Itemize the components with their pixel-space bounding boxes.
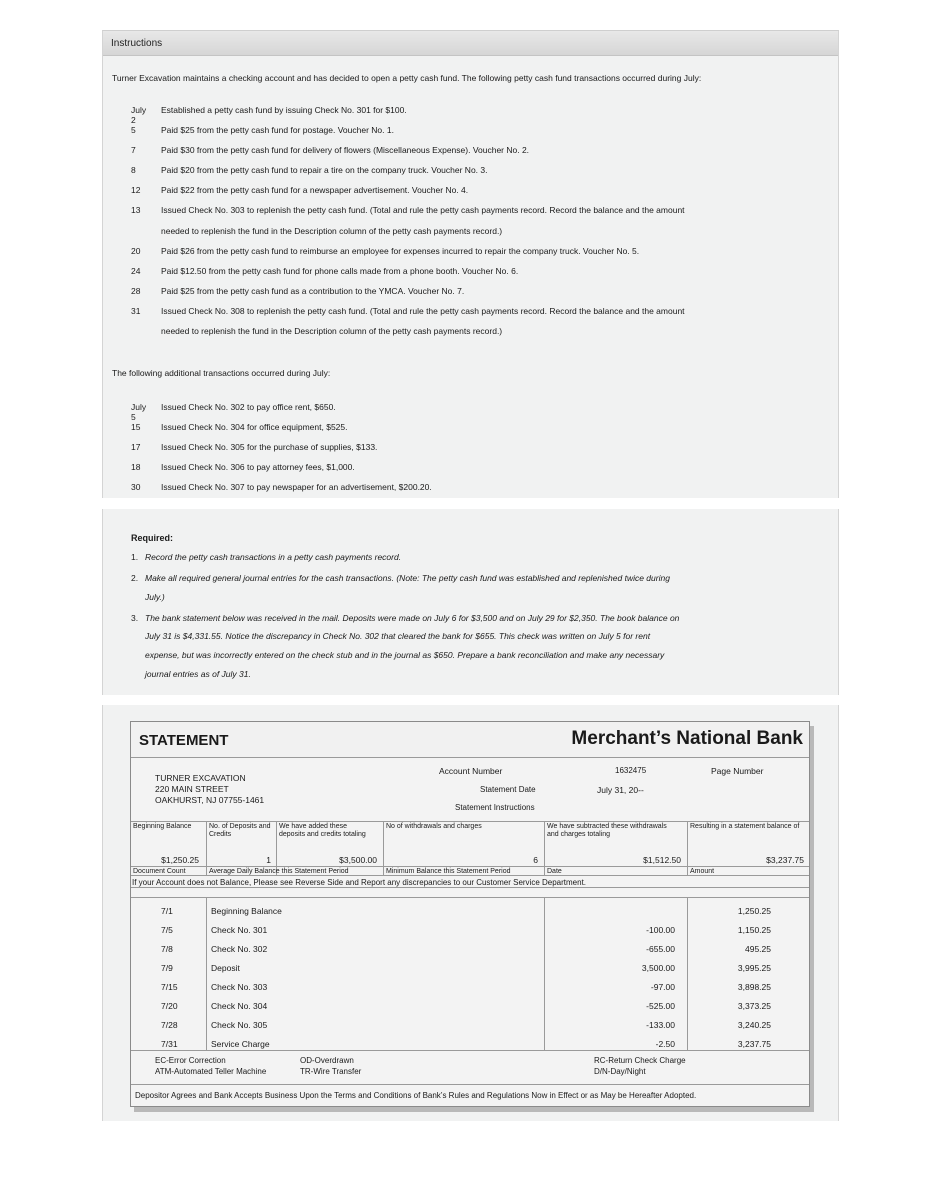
transaction-text: Issued Check No. 308 to replenish the petty cash fund. (Total and rule the petty cash payments record. Record the balance and the amount [161, 305, 685, 316]
table-row [131, 1039, 811, 1058]
document-count-label: Document Count [133, 868, 186, 875]
divider [276, 821, 277, 875]
transaction-text: Paid $25 from the petty cash fund as a contribution to the YMCA. Voucher No. 7. [161, 285, 465, 296]
divider [131, 887, 809, 888]
transaction-date: 20 [131, 245, 141, 256]
table-row [131, 944, 811, 963]
added-value: $3,500.00 [339, 855, 377, 865]
txn-date: 7/1 [161, 906, 173, 916]
resulting-label: Resulting in a statement balance of [690, 823, 800, 830]
divider [544, 821, 545, 875]
transaction-text: Paid $22 from the petty cash fund for a newspaper advertisement. Voucher No. 4. [161, 185, 469, 196]
item-text: Record the petty cash transactions in a petty cash payments record. [145, 552, 402, 562]
instructions-header: Instructions [103, 31, 838, 56]
required-item-3 [131, 613, 679, 623]
min-balance-label: Minimum Balance this Statement Period [386, 868, 511, 875]
num-withdrawals-label: No of withdrawals and charges [386, 823, 482, 830]
legend-dn: D/N-Day/Night [594, 1067, 646, 1076]
txn-balance: 495.25 [745, 944, 771, 954]
required-item-2 [131, 573, 670, 583]
page-number-label: Page Number [711, 766, 764, 776]
bank-name: Merchant’s National Bank [571, 728, 803, 749]
txn-amount: -100.00 [646, 925, 675, 935]
transaction-date: 28 [131, 285, 141, 296]
divider [206, 821, 207, 875]
legend-ec: EC-Error Correction [155, 1056, 226, 1065]
item-number: 2. [131, 573, 139, 583]
required-title: Required: [131, 533, 174, 543]
transaction-date: 5 [131, 125, 136, 136]
transaction-text: needed to replenish the fund in the Description column of the petty cash payments record.) [161, 225, 503, 236]
avg-daily-label: Average Daily Balance this Statement Period [209, 868, 349, 875]
txn-balance: 3,373.25 [737, 1001, 771, 1011]
table-row [131, 963, 811, 982]
statement-instructions-label: Statement Instructions [455, 803, 535, 812]
legend-atm: ATM-Automated Teller Machine [155, 1067, 267, 1076]
item-number: 3. [131, 613, 139, 623]
transaction-date: 17 [131, 442, 141, 453]
txn-amount: -525.00 [646, 1001, 675, 1011]
instructions-panel [102, 30, 839, 498]
item-text: The bank statement below was received in the mail. Deposits were made on July 6 for $3,500 and on July 29 for $2,350. The book balance on [145, 613, 680, 623]
additional-intro: The following additional transactions occurred during July: [112, 368, 331, 378]
transaction-date: 18 [131, 462, 141, 473]
transaction-text: Paid $20 from the petty cash fund to repair a tire on the company truck. Voucher No. 3. [161, 165, 488, 176]
transaction-text: needed to replenish the fund in the Description column of the petty cash payments record.) [161, 326, 503, 337]
txn-date: 7/15 [161, 982, 178, 992]
item-number: 1. [131, 552, 139, 562]
statement-title: STATEMENT [139, 732, 229, 749]
txn-balance: 3,995.25 [737, 963, 771, 973]
beginning-balance-label: Beginning Balance [133, 823, 192, 830]
transaction-date: 13 [131, 205, 141, 216]
bank-statement [130, 721, 810, 1107]
transaction-date: 12 [131, 185, 141, 196]
required-item-1 [131, 552, 401, 562]
divider [131, 866, 809, 867]
txn-desc: Check No. 303 [211, 982, 268, 992]
num-withdrawals-value: 6 [533, 855, 538, 865]
txn-desc: Check No. 305 [211, 1020, 268, 1030]
table-row [131, 906, 811, 925]
transaction-text: Paid $25 from the petty cash fund for postage. Voucher No. 1. [161, 125, 394, 136]
amount-label: Amount [690, 868, 715, 875]
transaction-text: Paid $26 from the petty cash fund to reimburse an employee for expenses incurred to repair the company truck. Voucher No. 5. [161, 245, 640, 256]
transaction-date: July 5 [131, 402, 147, 422]
transaction-text: Established a petty cash fund by issuing Check No. 301 for $100. [161, 105, 407, 115]
transaction-date: 24 [131, 265, 141, 276]
transaction-date: 15 [131, 422, 141, 433]
transaction-text: Issued Check No. 307 to pay newspaper for an advertisement, $200.20. [161, 482, 432, 493]
divider [687, 821, 688, 875]
txn-desc: Check No. 301 [211, 925, 268, 935]
customer-street: 220 MAIN STREET [155, 784, 229, 794]
txn-balance: 3,240.25 [737, 1020, 771, 1030]
required-item-3-cont: July 31 is $4,331.55. Notice the discrepancy in Check No. 302 that cleared the bank for $655. This check was written on July 5 for rent [145, 631, 651, 641]
divider [131, 897, 809, 898]
divider [131, 1084, 809, 1085]
txn-amount: 3,500.00 [641, 963, 675, 973]
added-label: We have added these deposits and credits totaling [279, 823, 366, 838]
required-panel [102, 509, 839, 695]
divider [131, 875, 809, 876]
transaction-text: Paid $12.50 from the petty cash fund for phone calls made from a phone booth. Voucher No. 6. [161, 265, 519, 276]
transaction-text: Issued Check No. 303 to replenish the petty cash fund. (Total and rule the petty cash payments record. Record the balance and the amount [161, 205, 685, 216]
transaction-date: July 2 [131, 105, 147, 125]
transaction-date: 8 [131, 165, 136, 176]
transactions-table [131, 906, 811, 1058]
table-row [131, 1001, 811, 1020]
beginning-balance-value: $1,250.25 [161, 855, 199, 865]
txn-balance: 3,237.75 [737, 1039, 771, 1049]
transaction-text: Issued Check No. 304 for office equipment, $525. [161, 422, 348, 433]
txn-date: 7/28 [161, 1020, 178, 1030]
txn-balance: 1,150.25 [737, 925, 771, 935]
statement-date-label: Statement Date [480, 785, 536, 794]
divider [383, 821, 384, 875]
legend-tr: TR-Wire Transfer [300, 1067, 362, 1076]
num-deposits-label: No. of Deposits and Credits [209, 823, 271, 838]
required-item-2-cont: July.) [145, 592, 165, 602]
statement-header [131, 722, 809, 758]
required-item-3-cont: expense, but was incorrectly entered on the check stub and in the journal as $650. Prepare a bank reconciliation and make any necessary [145, 650, 665, 660]
txn-amount: -133.00 [646, 1020, 675, 1030]
num-deposits-value: 1 [266, 855, 271, 865]
customer-name: TURNER EXCAVATION [155, 773, 246, 783]
txn-amount: -2.50 [655, 1039, 675, 1049]
legend-rc: RC-Return Check Charge [594, 1056, 686, 1065]
txn-desc: Service Charge [211, 1039, 270, 1049]
txn-desc: Check No. 302 [211, 944, 268, 954]
txn-balance: 3,898.25 [737, 982, 771, 992]
table-row [131, 982, 811, 1001]
legend-od: OD-Overdrawn [300, 1056, 354, 1065]
txn-date: 7/31 [161, 1039, 178, 1049]
statement-date: July 31, 20-- [597, 785, 644, 795]
txn-balance: 1,250.25 [737, 906, 771, 916]
txn-date: 7/20 [161, 1001, 178, 1011]
divider [131, 821, 809, 822]
txn-date: 7/5 [161, 925, 173, 935]
table-row [131, 925, 811, 944]
txn-desc: Deposit [211, 963, 240, 973]
transaction-date: 7 [131, 145, 136, 156]
statement-footer: Depositor Agrees and Bank Accepts Business Upon the Terms and Conditions of Bank’s Rules and Regulations Now in Effect or as May be Hereafter Adopted. [135, 1091, 697, 1100]
subtracted-label: We have subtracted these withdrawals and charges totaling [547, 823, 667, 838]
txn-amount: -97.00 [650, 982, 675, 992]
date-label: Date [547, 868, 562, 875]
transaction-text: Issued Check No. 302 to pay office rent, $650. [161, 402, 336, 412]
table-row [131, 1020, 811, 1039]
transaction-date: 31 [131, 305, 141, 316]
transaction-text: Paid $30 from the petty cash fund for delivery of flowers (Miscellaneous Expense). Voucher No. 2. [161, 145, 530, 156]
txn-amount: -655.00 [646, 944, 675, 954]
transaction-text: Issued Check No. 306 to pay attorney fees, $1,000. [161, 462, 355, 473]
subtracted-value: $1,512.50 [643, 855, 681, 865]
transaction-date: 30 [131, 482, 141, 493]
txn-desc: Check No. 304 [211, 1001, 268, 1011]
account-number: 1632475 [615, 766, 647, 775]
resulting-value: $3,237.75 [766, 855, 804, 865]
txn-date: 7/9 [161, 963, 173, 973]
instructions-intro: Turner Excavation maintains a checking account and has decided to open a petty cash fund. The following petty cash fund transactions occurred during July: [112, 73, 702, 83]
transaction-text: Issued Check No. 305 for the purchase of supplies, $133. [161, 442, 378, 453]
account-number-label: Account Number [439, 766, 503, 776]
notice-text: If your Account does not Balance, Please see Reverse Side and Report any discrepancies to our Customer Service Department. [132, 878, 587, 887]
item-text: Make all required general journal entries for the cash transactions. (Note: The petty cash fund was established and replenished twice during [145, 573, 670, 583]
txn-desc: Beginning Balance [211, 906, 282, 916]
statement-panel [102, 705, 839, 1121]
customer-city: OAKHURST, NJ 07755-1461 [155, 795, 265, 805]
required-item-3-cont: journal entries as of July 31. [145, 669, 251, 679]
txn-date: 7/8 [161, 944, 173, 954]
